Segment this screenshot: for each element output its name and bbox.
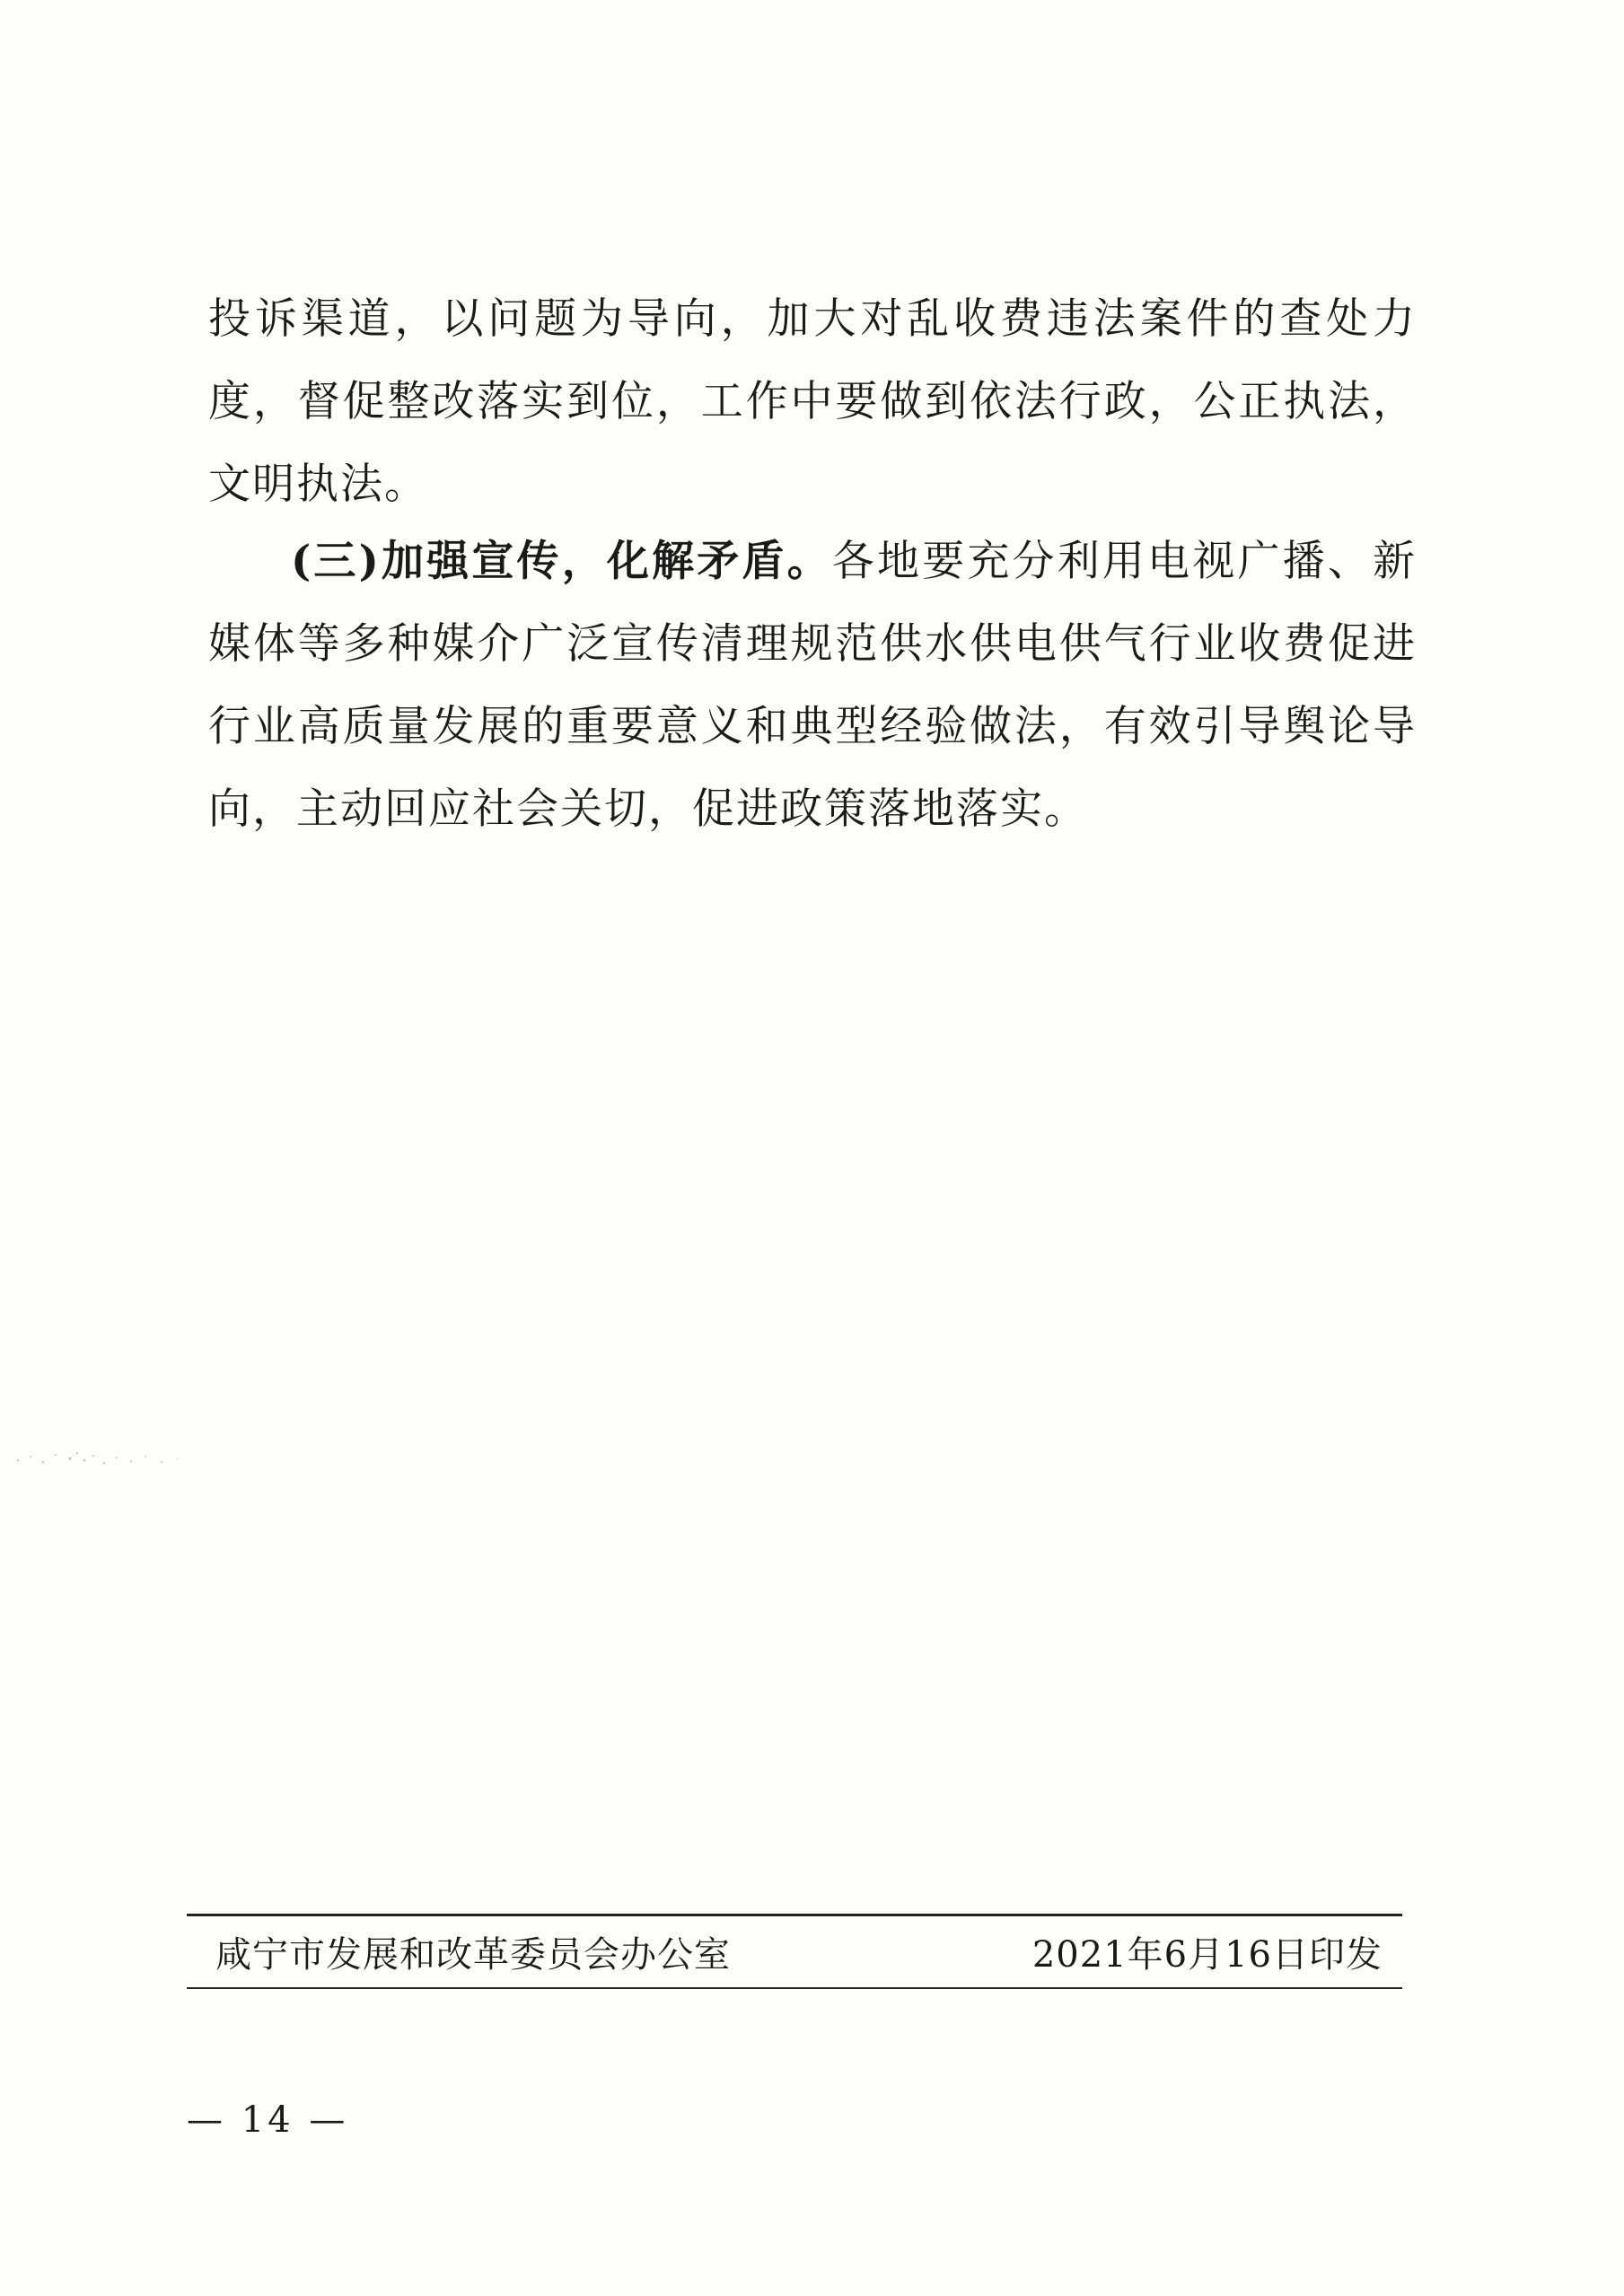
issuing-office: 咸宁市发展和改革委员会办公室 [215,1934,731,1976]
section-3-body: 各地要充分利用电视广播、新媒体等多种媒介广泛宣传清理规范供水供电供气行业收费促进行业高质量发展的重要意义和典型经验做法，有效引导舆论导向，主动回应社会关切，促进政策落地落实。 [208,537,1417,834]
issue-date: 2021年6月16日印发 [1031,1934,1383,1976]
body-paragraph-2 [208,521,1417,851]
imprint-row [215,1928,1383,1982]
body-paragraph-1: 投诉渠道，以问题为导向，加大对乱收费违法案件的查处力度，督促整改落实到位，工作中要做到依法行政，公正执法，文明执法。 [208,294,1417,509]
footer-top-rule [187,1914,1402,1916]
section-heading-3: (三)加强宣传，化解矛盾。 [291,537,832,586]
scan-noise-mark [0,1441,206,1477]
page-number: — 14 — [187,2099,349,2141]
footer-bottom-rule [187,1987,1402,1989]
